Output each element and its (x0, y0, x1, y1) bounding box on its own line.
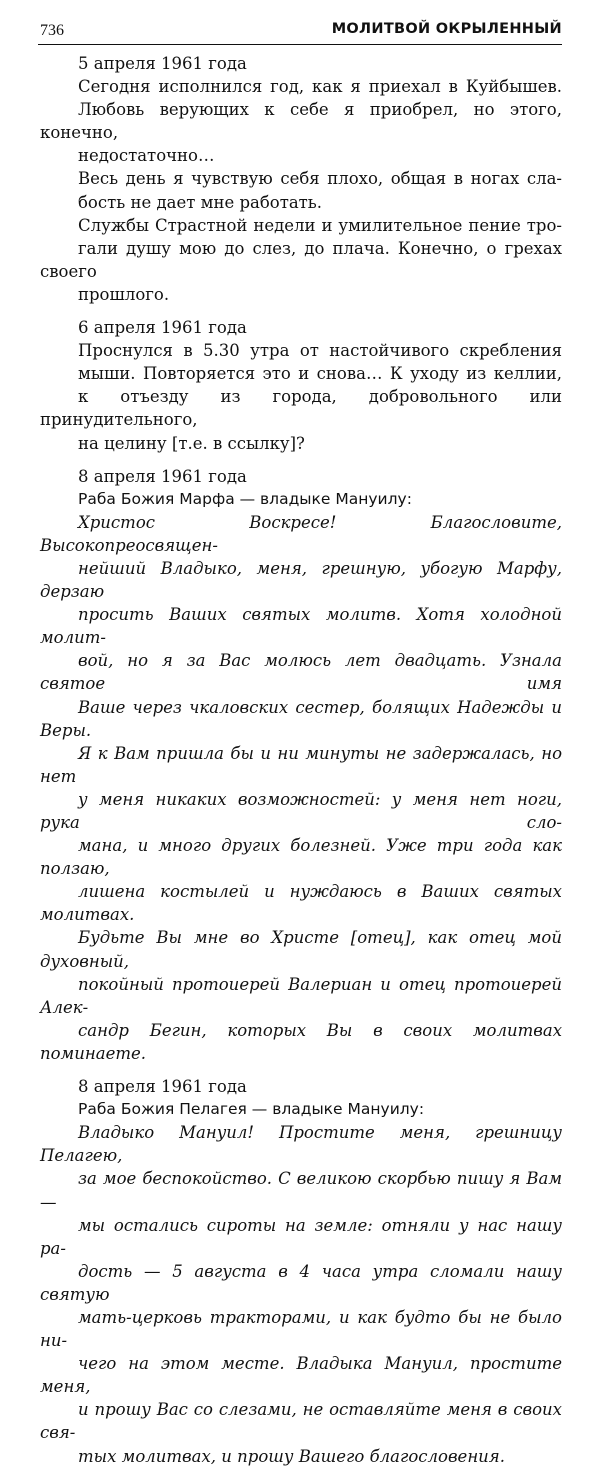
page-body (40, 52, 562, 1468)
entry-date: 6 апреля 1961 года (78, 318, 247, 338)
text-line: Христос Воскресе! Благословите, Высокопреосвящен- (40, 512, 562, 555)
text-line: прошлого. (78, 284, 170, 304)
text-line: мыши. Повторяется это и снова… К уходу из келлии, (78, 364, 562, 384)
text-line: сандр Бегин, которых Вы в своих молитвах поминаете. (40, 1020, 562, 1063)
page-number: 736 (40, 22, 64, 39)
text-line: лишена костылей и нуждаюсь в Ваших святых молитвах. (40, 882, 562, 925)
paragraph (40, 75, 562, 167)
text-line: у меня никаких возможностей: у меня нет ноги, рука сло- (40, 789, 562, 832)
text-line: Будьте Вы мне во Христе [отец], как отец мой духовный, (40, 928, 562, 971)
paragraph (40, 511, 562, 1065)
text-line: дость — 5 августа в 4 часа утра сломали нашу святую (40, 1261, 562, 1304)
paragraph (40, 167, 562, 213)
text-line: на целину [т.е. в ссылку]? (78, 433, 305, 453)
paragraph (40, 339, 562, 454)
text-line: Службы Страстной недели и умилительное пение тро- (78, 215, 562, 235)
entry-date: 8 апреля 1961 года (78, 1077, 247, 1097)
text-line: недостаточно… (78, 146, 215, 166)
text-line: чего на этом месте. Владыка Мануил, простите меня, (40, 1354, 562, 1397)
paragraph (40, 214, 562, 306)
text-line: вой, но я за Вас молюсь лет двадцать. Узнала святое имя (40, 651, 562, 694)
text-line: Я к Вам пришла бы и ни минуты не задержалась, но нет (40, 743, 562, 786)
text-line: мать-церковь тракторами, и как будто бы не было ни- (40, 1307, 562, 1351)
letter-address: Раба Божия Марфа — владыке Мануилу: (78, 489, 412, 508)
text-line: нейший Владыко, меня, грешную, убогую Марфу, дерзаю (40, 558, 562, 602)
text-line: к отъезду из города, добровольного или принудительного, (40, 387, 562, 430)
paragraph (40, 1121, 562, 1467)
text-line: тых молитвах, и прошу Вашего благословения. (78, 1446, 505, 1466)
running-title: МОЛИТВОЙ ОКРЫЛЕННЫЙ (331, 21, 562, 37)
text-line: покойный протоиерей Валериан и отец протоиерей Алек- (40, 974, 562, 1017)
running-header (38, 18, 562, 45)
text-line: бость не дает мне работать. (78, 192, 323, 212)
text-line: мана, и много других болезней. Уже три года как ползаю, (40, 836, 562, 879)
letter-address: Раба Божия Пелагея — владыке Мануилу: (78, 1100, 425, 1119)
text-line: за мое беспокойство. С великою скорбью пишу я Вам — (40, 1169, 562, 1212)
entry-date: 8 апреля 1961 года (78, 466, 247, 486)
text-line: Весь день я чувствую себя плохо, общая в ногах сла- (78, 169, 562, 189)
letter-text (40, 1121, 562, 1467)
text-line: и прошу Вас со слезами, не оставляйте меня в своих свя- (40, 1400, 562, 1443)
letter-text (40, 511, 562, 1065)
text-line: Владыко Мануил! Простите меня, грешницу Пелагею, (40, 1123, 562, 1166)
text-line: Сегодня исполнился год, как я приехал в Куйбышев. (78, 77, 562, 97)
text-line: мы остались сироты на земле: отняли у нас нашу ра- (40, 1215, 562, 1258)
text-line: Ваше через чкаловских сестер, болящих Надежды и Веры. (40, 697, 562, 740)
text-line: гали душу мою до слез, до плача. Конечно, о грехах своего (40, 238, 562, 281)
entry-date: 5 апреля 1961 года (78, 54, 247, 73)
text-line: просить Ваших святых молитв. Хотя холодной молит- (40, 605, 562, 648)
text-line: Проснулся в 5.30 утра от настойчивого скребления (78, 341, 562, 361)
text-line: Любовь верующих к себе я приобрел, но этого, конечно, (40, 100, 562, 143)
